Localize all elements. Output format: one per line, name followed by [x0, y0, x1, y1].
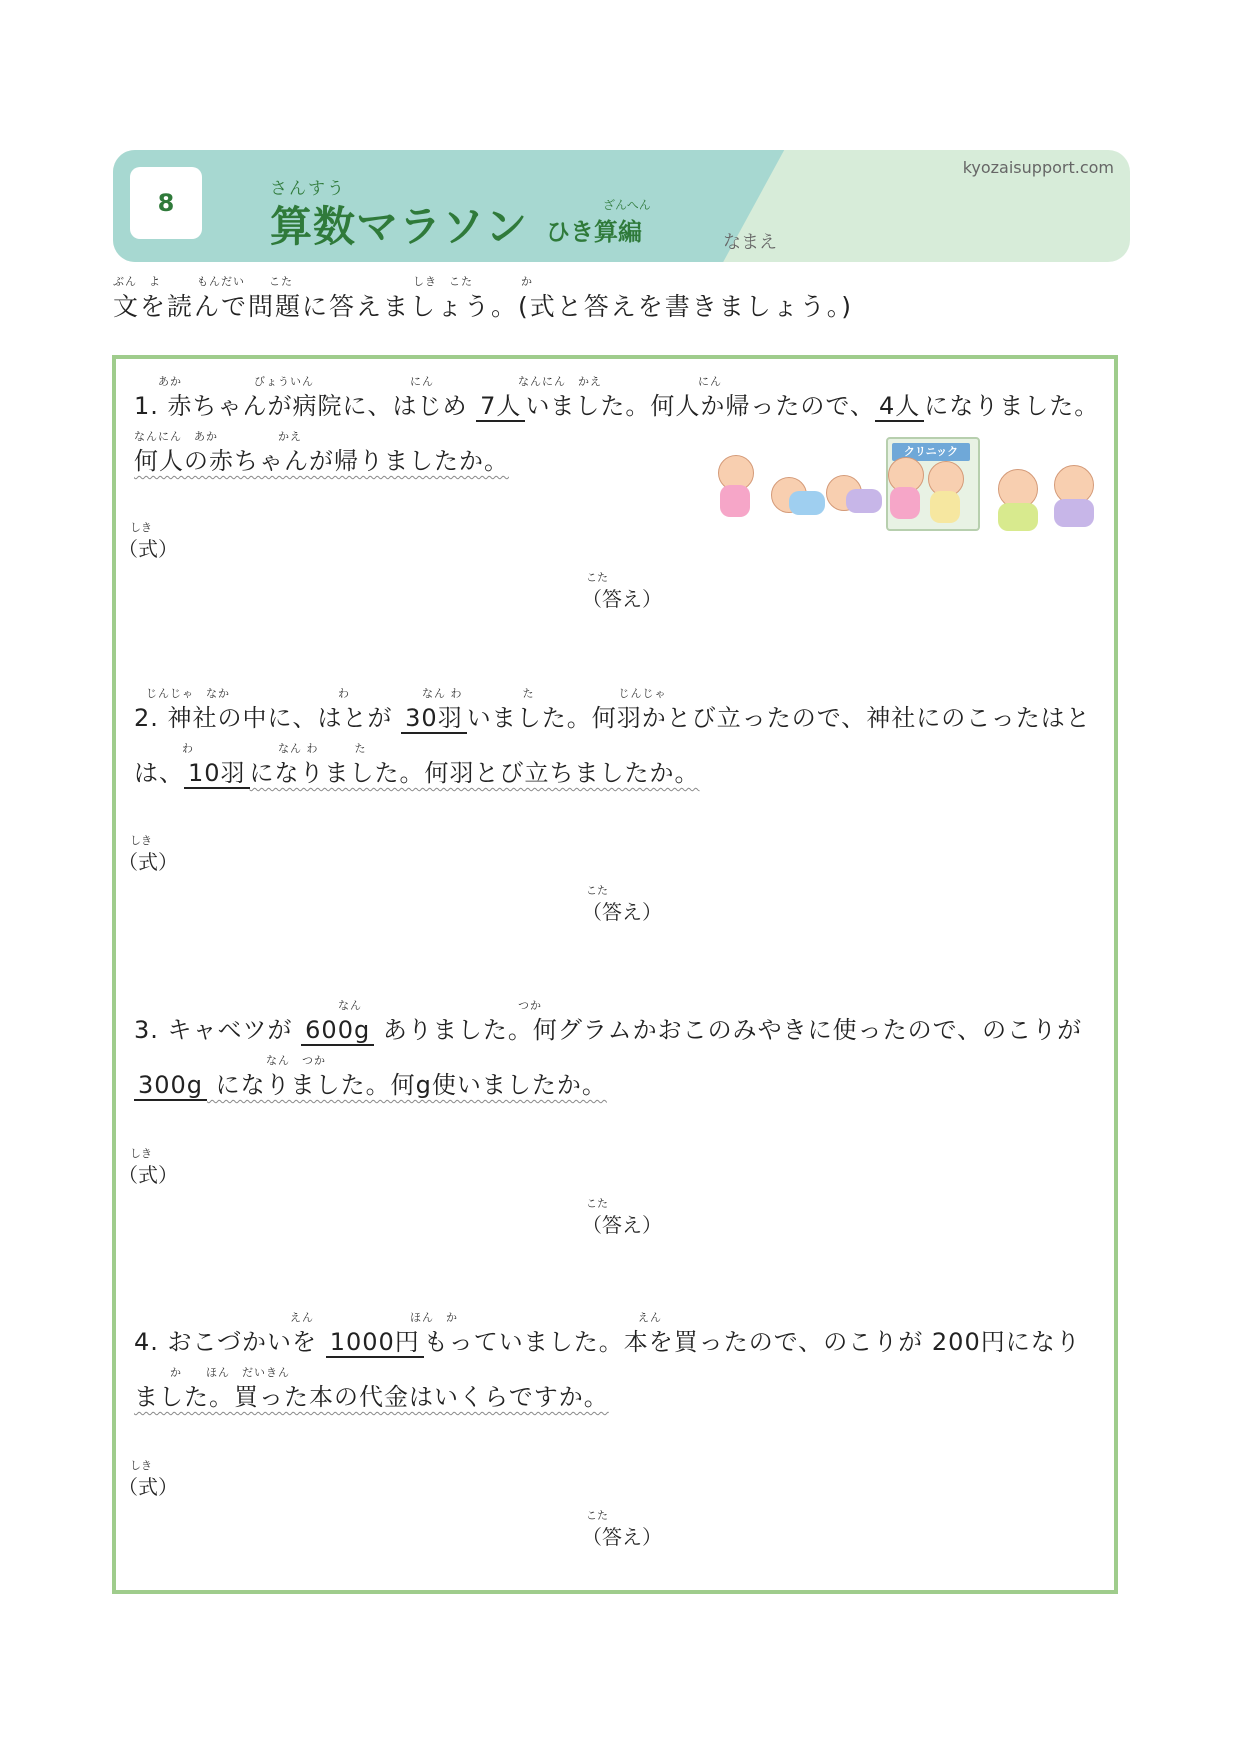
text-span: は、: [134, 759, 184, 787]
answer-ruby: こた: [586, 571, 608, 584]
problem-4-line2: [134, 1379, 1094, 1415]
underlined-value: 1000円: [326, 1328, 424, 1358]
problem-4: [134, 1309, 1094, 1415]
worksheet-header: [113, 150, 1130, 262]
answer-label: （答え）: [582, 1213, 662, 1237]
page-subtitle: ひき算編: [546, 218, 642, 246]
underlined-value: 600g: [301, 1016, 374, 1046]
formula-label: （式）: [118, 1163, 178, 1187]
question-text: になりました。何g使いましたか。: [207, 1071, 607, 1099]
instruction-ruby: ぶん よ もんだい こた しき こた か: [113, 275, 533, 288]
problem-2-line2-ruby: わ なん わ た: [134, 742, 367, 755]
formula-label: （式）: [118, 537, 178, 561]
question-text: ました。買った本の代金はいくらですか。: [134, 1383, 609, 1411]
instruction-text: 文を読んで問題に答えましょう。(式と答えを書きましょう。): [113, 292, 854, 321]
text-span: 1. 赤ちゃんが病院に、はじめ: [134, 392, 477, 420]
text-span: になりました。: [924, 392, 1100, 420]
text-span: ありました。何グラムかおこのみやきに使ったので、のこりが: [374, 1016, 1083, 1044]
problems-box: [112, 355, 1118, 1594]
question-text: 何人の赤ちゃんが帰りましたか。: [134, 447, 509, 475]
answer-ruby: こた: [586, 1509, 608, 1522]
problem-3-line1-ruby: なん つか: [134, 999, 542, 1012]
problem-4-line1: [134, 1324, 1094, 1360]
answer-ruby: こた: [586, 1197, 608, 1210]
problem-4-line2-ruby: か ほん だいきん: [134, 1366, 290, 1379]
name-label: なまえ: [723, 232, 777, 253]
text-span: 3. キャベツが: [134, 1016, 302, 1044]
underlined-value: 10羽: [184, 759, 250, 789]
problem-1-line1-ruby: あか びょういん にん なんにん かえ にん: [134, 375, 722, 388]
text-span: いました。何人か帰ったので、: [525, 392, 875, 420]
answer-ruby: こた: [586, 884, 608, 897]
babies-clinic-illustration: [714, 437, 1104, 547]
formula-ruby: しき: [130, 521, 152, 534]
site-url: kyozaisupport.com: [962, 158, 1114, 177]
problem-3-line1: [134, 1012, 1094, 1048]
underlined-value: 30羽: [401, 704, 467, 734]
problem-3-line2: [134, 1067, 1094, 1103]
answer-label: （答え）: [582, 1525, 662, 1549]
formula-ruby: しき: [130, 1147, 152, 1160]
worksheet-number: 8: [130, 167, 202, 239]
question-text: になりました。何羽とび立ちましたか。: [249, 759, 700, 787]
text-span: 4. おこづかいを: [134, 1328, 326, 1356]
problem-1-line2-ruby: なんにん あか かえ: [134, 430, 302, 443]
title-ruby: さんすう: [270, 179, 346, 199]
problem-2: [134, 685, 1094, 791]
subtitle-ruby: ざんへん: [603, 198, 651, 212]
underlined-value: 300g: [134, 1071, 207, 1101]
formula-label: （式）: [118, 850, 178, 874]
problem-2-line1-ruby: じんじゃ なか わ なん わ た じんじゃ: [134, 687, 667, 700]
formula-ruby: しき: [130, 834, 152, 847]
text-span: 2. 神社の中に、はとが: [134, 704, 402, 732]
problem-3-line2-ruby: なん つか: [134, 1054, 326, 1067]
problem-2-line1: [134, 700, 1094, 736]
formula-label: （式）: [118, 1475, 178, 1499]
answer-label: （答え）: [582, 900, 662, 924]
underlined-value: 7人: [476, 392, 525, 422]
formula-ruby: しき: [130, 1459, 152, 1472]
text-span: もっていました。本を買ったので、のこりが 200円になり: [423, 1328, 1081, 1356]
problem-1-line1: [134, 388, 1100, 424]
answer-label: （答え）: [582, 587, 662, 611]
underlined-value: 4人: [875, 392, 924, 422]
problem-2-line2: [134, 755, 1094, 791]
page-title: 算数マラソン: [270, 202, 529, 251]
problem-4-line1-ruby: えん ほん か えん: [134, 1311, 662, 1324]
clinic-sign: クリニック: [892, 443, 970, 461]
text-span: いました。何羽かとび立ったので、神社にのこったはと: [466, 704, 1091, 732]
problem-3: [134, 997, 1094, 1103]
